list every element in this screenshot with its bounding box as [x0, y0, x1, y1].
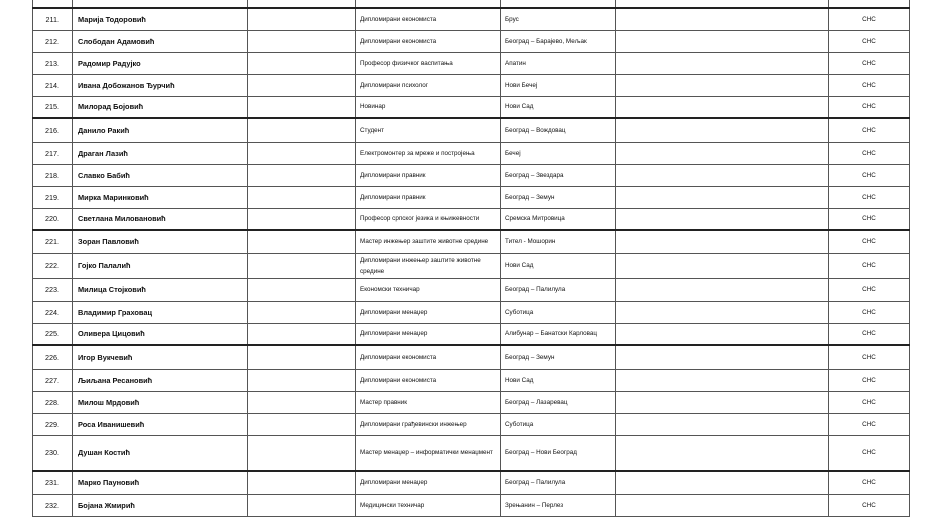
empty-cell: [248, 208, 356, 230]
profession-cell: Професор српског језика и књижевности: [356, 208, 501, 230]
table-row: [33, 369, 910, 391]
profession-cell: [356, 0, 501, 8]
party-cell: СНС: [829, 8, 910, 30]
place-cell: Апатин: [501, 52, 616, 74]
party-cell: СНС: [829, 52, 910, 74]
empty-cell: [616, 391, 829, 413]
empty-cell: [616, 74, 829, 96]
profession-cell: Економски техничар: [356, 278, 501, 301]
table-row: [33, 30, 910, 52]
table-row: [33, 142, 910, 164]
candidate-name-cell: Милош Мрдовић: [73, 391, 248, 413]
candidate-name-cell: Душан Костић: [73, 435, 248, 471]
empty-cell: [248, 8, 356, 30]
profession-cell: Дипломирани психолог: [356, 74, 501, 96]
party-cell: СНС: [829, 142, 910, 164]
table-row: [33, 186, 910, 208]
place-cell: Суботица: [501, 413, 616, 435]
candidate-name-cell: Драган Лазић: [73, 142, 248, 164]
empty-cell: [248, 164, 356, 186]
row-number-cell: 229.: [33, 413, 73, 435]
empty-cell: [248, 494, 356, 516]
empty-cell: [616, 164, 829, 186]
table-row: [33, 323, 910, 345]
empty-cell: [248, 30, 356, 52]
party-cell: СНС: [829, 164, 910, 186]
profession-cell: Новинар: [356, 96, 501, 118]
party-cell: СНС: [829, 96, 910, 118]
place-cell: Бечеј: [501, 142, 616, 164]
party-cell: СНС: [829, 301, 910, 323]
table-row: [33, 8, 910, 30]
table-row: [33, 74, 910, 96]
candidate-name-cell: Милица Стојковић: [73, 278, 248, 301]
empty-cell: [616, 471, 829, 494]
candidate-name-cell: Игор Вукчевић: [73, 345, 248, 369]
place-cell: Нови Сад: [501, 96, 616, 118]
empty-cell: [248, 186, 356, 208]
party-cell: СНС: [829, 323, 910, 345]
empty-cell: [616, 369, 829, 391]
empty-cell: [248, 253, 356, 278]
profession-cell: Дипломирани инжењер заштите животне средине: [356, 253, 501, 278]
party-cell: СНС: [829, 186, 910, 208]
empty-cell: [616, 30, 829, 52]
empty-cell: [248, 413, 356, 435]
empty-cell: [248, 52, 356, 74]
empty-cell: [616, 52, 829, 74]
place-cell: Алибунар – Банатски Карловац: [501, 323, 616, 345]
profession-cell: Мастер менаџер – информатички менаџмент: [356, 435, 501, 471]
party-cell: СНС: [829, 278, 910, 301]
row-number-cell: 219.: [33, 186, 73, 208]
row-number-cell: 224.: [33, 301, 73, 323]
row-number-cell: 217.: [33, 142, 73, 164]
party-cell: СНС: [829, 391, 910, 413]
profession-cell: Студент: [356, 118, 501, 142]
table-row: [33, 96, 910, 118]
row-number-cell: 227.: [33, 369, 73, 391]
profession-cell: Мастер инжењер заштите животне средине: [356, 230, 501, 253]
empty-cell: [248, 96, 356, 118]
table-row: [33, 118, 910, 142]
profession-cell: Медицински техничар: [356, 494, 501, 516]
candidate-name-cell: Зоран Павловић: [73, 230, 248, 253]
place-cell: Тител - Мошорин: [501, 230, 616, 253]
place-cell: Београд – Палилула: [501, 278, 616, 301]
empty-cell: [616, 253, 829, 278]
candidate-rows: [33, 0, 910, 516]
empty-cell: [248, 369, 356, 391]
table-row: [33, 52, 910, 74]
row-number-cell: 214.: [33, 74, 73, 96]
profession-cell: Дипломирани менаџер: [356, 471, 501, 494]
table-row: [33, 230, 910, 253]
place-cell: Београд – Звездара: [501, 164, 616, 186]
place-cell: Београд – Земун: [501, 186, 616, 208]
candidate-name-cell: Роса Иванишевић: [73, 413, 248, 435]
candidate-name-cell: Слободан Адамовић: [73, 30, 248, 52]
empty-cell: [248, 118, 356, 142]
table-row: [33, 0, 910, 8]
empty-cell: [616, 435, 829, 471]
empty-cell: [616, 208, 829, 230]
party-cell: СНС: [829, 345, 910, 369]
place-cell: Београд – Барајево, Мељак: [501, 30, 616, 52]
profession-cell: Дипломирани грађевински инжењер: [356, 413, 501, 435]
row-number-cell: 212.: [33, 30, 73, 52]
table-row: [33, 391, 910, 413]
empty-cell: [248, 323, 356, 345]
row-number-cell: 230.: [33, 435, 73, 471]
party-cell: СНС: [829, 494, 910, 516]
empty-cell: [616, 301, 829, 323]
table-row: [33, 278, 910, 301]
place-cell: [501, 0, 616, 8]
profession-cell: Електромонтер за мреже и постројења: [356, 142, 501, 164]
empty-cell: [248, 230, 356, 253]
profession-cell: Дипломирани менаџер: [356, 323, 501, 345]
candidate-name-cell: Данило Ракић: [73, 118, 248, 142]
party-cell: СНС: [829, 208, 910, 230]
party-cell: СНС: [829, 413, 910, 435]
place-cell: Брус: [501, 8, 616, 30]
table-row: [33, 164, 910, 186]
table-row: [33, 208, 910, 230]
table-row: [33, 301, 910, 323]
empty-cell: [616, 118, 829, 142]
party-cell: СНС: [829, 369, 910, 391]
row-number-cell: 228.: [33, 391, 73, 413]
place-cell: Сремска Митровица: [501, 208, 616, 230]
place-cell: Нови Сад: [501, 253, 616, 278]
empty-cell: [616, 494, 829, 516]
place-cell: Београд – Палилула: [501, 471, 616, 494]
place-cell: Зрењанин – Перлез: [501, 494, 616, 516]
party-cell: СНС: [829, 118, 910, 142]
table-row: [33, 345, 910, 369]
candidate-name-cell: Оливера Цицовић: [73, 323, 248, 345]
party-cell: СНС: [829, 471, 910, 494]
row-number-cell: 221.: [33, 230, 73, 253]
row-number-cell: 231.: [33, 471, 73, 494]
candidate-name-cell: Славко Бабић: [73, 164, 248, 186]
party-cell: СНС: [829, 74, 910, 96]
empty-cell: [248, 74, 356, 96]
empty-cell: [616, 413, 829, 435]
row-number-cell: 220.: [33, 208, 73, 230]
place-cell: Нови Сад: [501, 369, 616, 391]
empty-cell: [248, 471, 356, 494]
row-number-cell: 211.: [33, 8, 73, 30]
empty-cell: [248, 345, 356, 369]
empty-cell: [616, 0, 829, 8]
candidate-name-cell: Марко Пауновић: [73, 471, 248, 494]
table-row: [33, 471, 910, 494]
candidate-name-cell: Ивана Добожанов Ђурчић: [73, 74, 248, 96]
party-cell: [829, 0, 910, 8]
party-cell: СНС: [829, 435, 910, 471]
row-number-cell: [33, 0, 73, 8]
profession-cell: Дипломирани правник: [356, 164, 501, 186]
row-number-cell: 222.: [33, 253, 73, 278]
row-number-cell: 223.: [33, 278, 73, 301]
empty-cell: [248, 278, 356, 301]
candidate-name-cell: Мирка Маринковић: [73, 186, 248, 208]
row-number-cell: 225.: [33, 323, 73, 345]
place-cell: Београд – Лазаревац: [501, 391, 616, 413]
party-cell: СНС: [829, 30, 910, 52]
empty-cell: [616, 278, 829, 301]
place-cell: Београд – Нови Београд: [501, 435, 616, 471]
empty-cell: [248, 391, 356, 413]
row-number-cell: 218.: [33, 164, 73, 186]
profession-cell: Дипломирани економиста: [356, 30, 501, 52]
candidate-name-cell: Марија Тодоровић: [73, 8, 248, 30]
row-number-cell: 226.: [33, 345, 73, 369]
empty-cell: [616, 142, 829, 164]
place-cell: Суботица: [501, 301, 616, 323]
table-row: [33, 253, 910, 278]
row-number-cell: 213.: [33, 52, 73, 74]
candidate-name-cell: Радомир Радујко: [73, 52, 248, 74]
empty-cell: [248, 142, 356, 164]
profession-cell: Дипломирани менаџер: [356, 301, 501, 323]
candidate-name-cell: Љиљана Ресановић: [73, 369, 248, 391]
empty-cell: [248, 0, 356, 8]
empty-cell: [616, 96, 829, 118]
row-number-cell: 215.: [33, 96, 73, 118]
empty-cell: [248, 301, 356, 323]
candidate-table: [32, 0, 910, 517]
place-cell: Београд – Земун: [501, 345, 616, 369]
empty-cell: [616, 8, 829, 30]
table-row: [33, 435, 910, 471]
empty-cell: [616, 186, 829, 208]
candidate-name-cell: Гојко Палалић: [73, 253, 248, 278]
candidate-name-cell: Владимир Граховац: [73, 301, 248, 323]
profession-cell: Дипломирани економиста: [356, 369, 501, 391]
profession-cell: Мастер правник: [356, 391, 501, 413]
profession-cell: Дипломирани правник: [356, 186, 501, 208]
profession-cell: Професор физичког васпитања: [356, 52, 501, 74]
empty-cell: [616, 323, 829, 345]
candidate-name-cell: [73, 0, 248, 8]
empty-cell: [248, 435, 356, 471]
party-cell: СНС: [829, 253, 910, 278]
party-cell: СНС: [829, 230, 910, 253]
profession-cell: Дипломирани економиста: [356, 345, 501, 369]
empty-cell: [616, 230, 829, 253]
place-cell: Нови Бечеј: [501, 74, 616, 96]
row-number-cell: 232.: [33, 494, 73, 516]
row-number-cell: 216.: [33, 118, 73, 142]
profession-cell: Дипломирани економиста: [356, 8, 501, 30]
candidate-name-cell: Бојана Жмирић: [73, 494, 248, 516]
table-row: [33, 413, 910, 435]
candidate-name-cell: Милорад Бојовић: [73, 96, 248, 118]
table-row: [33, 494, 910, 516]
candidate-name-cell: Светлана Миловановић: [73, 208, 248, 230]
place-cell: Београд – Вождовац: [501, 118, 616, 142]
empty-cell: [616, 345, 829, 369]
